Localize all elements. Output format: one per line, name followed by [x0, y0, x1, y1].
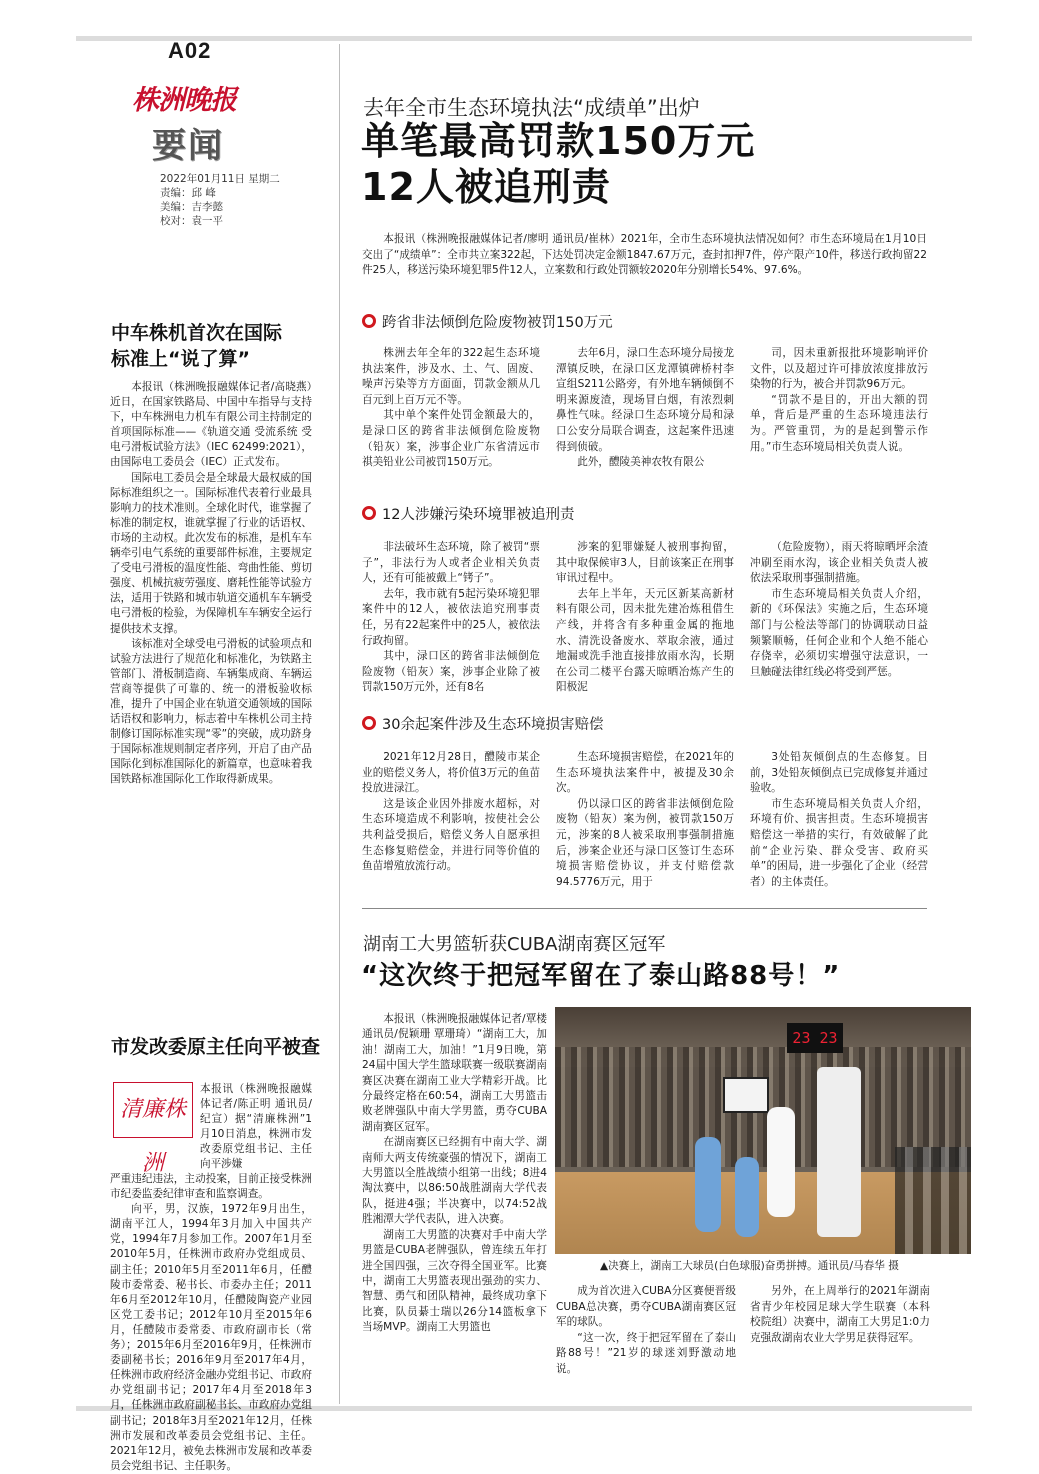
- qinglian-zhuzhou-seal: 清廉株洲: [113, 1082, 193, 1138]
- paragraph: 涉案的犯罪嫌疑人被刑事拘留，其中取保候审3人，目前该案正在刑事审讯过程中。: [556, 541, 734, 585]
- basketball-photo: [555, 1007, 971, 1254]
- sports-col-1: [362, 1012, 547, 1398]
- player-white: [767, 1107, 795, 1217]
- basketball-hoop-icon: [723, 1077, 769, 1113]
- left-story1-body: [110, 380, 312, 876]
- paragraph: 另外，在上周举行的2021年湖南省青少年校园足球大学生联赛（本科校院组）决赛中，湖南工大男足1:0力克强敌湖南农业大学男足获得冠军。: [750, 1285, 930, 1344]
- paragraph: 市生态环境局相关负责人介绍，环境有价、损害担责。生态环境损害赔偿这一举措的实行，有效破解了此前“企业污染、群众受害、政府买单”的困局，进一步强化了企业（经营者）的主体责任。: [750, 797, 928, 888]
- paragraph: “罚款不是目的，开出大额的罚单，背后是严重的生态环境违法行为。严管重罚，为的是起到警示作用。”市生态环境局相关负责人说。: [750, 393, 928, 453]
- left-story2-title: 市发改委原主任向平被查: [111, 1036, 321, 1058]
- main-kicker: 去年全市生态环境执法“成绩单”出炉: [363, 96, 700, 120]
- player-blue: [735, 1157, 759, 1237]
- paragraph: 该标准对全球受电弓滑板的试验项点和试验方法进行了规范化和标准化，为铁路主管部门、滑板制造商、车辆集成商、车辆运营商等提供了可靠的、统一的滑板验收标准，提升了中国企业在轨道交通领域的国际话语权和影响力，标志着中车株机公司主持制修订国际标准实现“零”的突破，成功跻身于国际标准规则制定者序列，开启了由产品国际化到标准国际化的新篇章，也意味着我国铁路标准国际化工作取得新成果。: [110, 637, 312, 786]
- main-headline: [361, 118, 755, 210]
- paragraph: 本报讯（株洲晚报融媒体记者/高晓燕）近日，在国家铁路局、中国中车指导与支持下，中车株洲电力机车有限公司主持制定的首项国际标准——《轨道交通 受流系统 受电弓滑板试验方法》（IEC 62499:2021），由国际电工委员会（IEC）正式发布。: [110, 381, 312, 469]
- paragraph: 其中，渌口区的跨省非法倾倒危险废物（铅灰）案，涉事企业除了被罚款150万元外，还有8名: [362, 650, 540, 694]
- meta-designer: 美编：吉李懿: [160, 201, 223, 213]
- paragraph: 成为首次进入CUBA分区赛便晋级CUBA总决赛，勇夺CUBA湖南赛区冠军的球队。: [556, 1285, 736, 1329]
- sports-col-3: [750, 1284, 930, 1400]
- paragraph: 仍以渌口区的跨省非法倾倒危险废物（铅灰）案为例，被罚款150万元，涉案的8人被采取刑事强制措施后，涉案企业还与渌口区签订生态环境损害赔偿协议，并支付赔偿款94.5776万元，用于: [556, 797, 734, 888]
- headline-line-1: 单笔最高罚款150万元: [361, 119, 756, 163]
- paragraph: “这一次，终于把冠军留在了泰山路88号！”21岁的球迷刘野激动地说。: [556, 1331, 736, 1375]
- subhead-1-text: 跨省非法倾倒危险废物被罚150万元: [382, 314, 613, 331]
- photo-caption: ▲决赛上，湖南工大球员(白色球服)奋勇拼搏。通讯员/马春华 摄: [600, 1260, 899, 1272]
- sports-col-2: [556, 1284, 736, 1400]
- column-divider: [339, 44, 340, 1404]
- s1-col-3: [750, 346, 928, 486]
- paragraph: 生态环境损害赔偿，在2021年的生态环境执法案件中，被提及30余次。: [556, 751, 734, 795]
- bullet-circle-icon: [362, 314, 376, 328]
- paragraph: 2021年12月28日，醴陵市某企业的赔偿义务人，将价值3万元的鱼苗投放进渌江。: [362, 751, 540, 795]
- paragraph: 这是该企业因外排废水超标，对生态环境造成不利影响，按使社会公共利益受损后，赔偿义务人自愿承担生态修复赔偿金，并进行同等价值的鱼苗增殖放流行动。: [362, 797, 540, 873]
- sports-headline: “这次终于把冠军留在了泰山路88号！”: [361, 961, 841, 991]
- title-line: 中车株机首次在国际: [111, 322, 283, 344]
- paragraph: 其中单个案件处罚金额最大的，是渌口区的跨省非法倾倒危险废物（铅灰）案，涉事企业广东省清远市祺美铅业公司被罚150万元。: [362, 409, 540, 469]
- player-blue: [695, 1137, 721, 1232]
- paragraph: 此外，醴陵美神农牧有限公: [577, 456, 705, 469]
- paragraph: 株洲去年全年的322起生态环境执法案件，涉及水、土、气、固废、噪声污染等方方面面，罚款金额从几百元到上百万元不等。: [362, 347, 540, 406]
- paragraph: 去年，我市就有5起污染环境犯罪案件中的12人，被依法追究刑事责任，另有22起案件中的25人，被依法行政拘留。: [362, 587, 540, 647]
- bullet-circle-icon: [362, 716, 376, 730]
- left-story1-title: [111, 320, 282, 372]
- newspaper-logo: 株洲晚报: [132, 85, 236, 116]
- page-meta: [160, 172, 280, 228]
- left-story2-body: [110, 1172, 312, 1472]
- meta-date: 2022年01月11日 星期二: [160, 173, 280, 185]
- subhead-2-text: 12人涉嫌污染环境罪被追刑责: [382, 506, 575, 523]
- main-lead: 本报讯（株洲晚报融媒体记者/廖明 通讯员/崔林）2021年，全市生态环境执法情况如何？市生态环境局在1月10日交出了“成绩单”：全市共立案322起，下达处罚决定金额1847.67万元，查封扣押7件，停产限产10件，移送行政拘留22件25人，移送污染环境犯罪5件12人，立案数和行政处罚额较2020年分别增长54%、97.6%。: [362, 233, 927, 277]
- s1-col-1: [362, 346, 540, 486]
- section-divider: [362, 908, 927, 909]
- paragraph: 3处铅灰倾倒点的生态修复。目前，3处铅灰倾倒点已完成修复并通过验收。: [750, 751, 928, 795]
- s2-col-3: [750, 540, 928, 696]
- headline-line-2: 12人被追刑责: [361, 165, 611, 209]
- paragraph: 本报讯（株洲晚报融媒体记者/覃楼 通讯员/倪颖珊 覃珊琦）“湖南工大，加油！湖南工大，加油！”1月9日晚，第24届中国大学生篮球联赛一级联赛湖南赛区决赛在湖南工业大学精彩开战。比分最终定格在60:54，湖南工大男篮击败老牌强队中南大学男篮，勇夺CUBA湖南赛区冠军。: [362, 1013, 547, 1133]
- paragraph: 向平，男，汉族，1972年9月出生，湖南平江人，1994年3月加入中国共产党，1994年7月参加工作。2007年1月至2010年5月，任株洲市政府办党组成员、副主任；2010年5月至2011年6月，任醴陵市委常委、秘书长、市委办主任；2011年6月至2012年10月，任醴陵陶瓷产业园区党工委书记；2012年10月至2015年6月，任醴陵市委常委、市政府副市长（常务）；2015年6月至2016年9月，任株洲市委副秘书长；2016年9月至2017年4月，任株洲市政府经济金融办党组书记、市政府办党组副书记；2017年4月至2018年3月，任株洲市政府副秘书长、市政府办党组副书记；2018年3月至2021年12月，任株洲市发展和改革委员会党组书记、主任。2021年12月，被免去株洲市发展和改革委员会党组书记、主任职务。: [110, 1203, 312, 1472]
- s3-col-3: [750, 750, 928, 890]
- subhead-1: [362, 310, 613, 332]
- left-story2-body-narrow: [200, 1082, 312, 1170]
- scoreboard: 23 23: [787, 1023, 843, 1053]
- spectators: [895, 1147, 971, 1254]
- sports-kicker: 湖南工大男篮斩获CUBA湖南赛区冠军: [363, 934, 666, 955]
- meta-proofreader: 校对：袁一平: [160, 215, 223, 227]
- paragraph: （危险废物），雨天将晾晒坪余渣冲刷至雨水沟，该企业相关负责人被依法采取刑事强制措施。: [750, 541, 928, 585]
- paragraph: 在湖南赛区已经拥有中南大学、湖南师大两支传统豪强的情况下，湖南工大男篮以全胜战绩小组第一出线；8进4淘汰赛中，以86:50战胜湖南大学代表队，挺进4强；半决赛中，以74:52战胜湘潭大学代表队，进入决赛。: [362, 1136, 547, 1226]
- paragraph: 湖南工大男篮的决赛对手中南大学男篮是CUBA老牌强队，曾连续五年打进全国四强，三次夺得全国亚军。比赛中，湖南工大男篮表现出强劲的实力、智慧、勇气和团队精神，最终成功拿下比赛，队员綦士瑞以26分14篮板拿下当场MVP。湖南工大男篮也: [362, 1228, 547, 1334]
- section-title: 要闻: [152, 126, 224, 166]
- title-line: 标准上“说了算”: [111, 348, 250, 370]
- s2-col-2: [556, 540, 734, 696]
- subhead-3-text: 30余起案件涉及生态环境损害赔偿: [382, 716, 604, 733]
- subhead-2: [362, 502, 574, 524]
- s1-col-2: [556, 346, 734, 486]
- subhead-3: [362, 712, 603, 734]
- paragraph: 去年6月，渌口生态环境分局接龙潭镇反映，在渌口区龙潭镇碑桥村李宣组S211公路旁，有外地车辆倾倒不明来源废渣，现场冒白烟，有浓烈刺鼻性气味。经渌口生态环境分局和渌口公安分局联合调查，这起案件迅速得到侦破。: [556, 347, 734, 453]
- paragraph: 国际电工委员会是全球最大最权威的国际标准组织之一。国际标准代表着行业最具影响力的技术准则。全球化时代，谁掌握了标准的制定权，谁就掌握了行业的话语权、市场的主动权。此次发布的标准，是机车车辆牵引电气系统的重要部件标准，主要规定了受电弓滑板的温度性能、弯曲性能、剪切强度、机械抗疲劳强度、磨耗性能等试验方法，适用于铁路和城市轨道交通机车车辆受电弓滑板的检验，为保障机车车辆安全运行提供技术支撑。: [110, 471, 312, 635]
- paragraph: 司，因未重新报批环境影响评价文件，以及超过许可排放浓度排放污染物的行为，被合并罚款96万元。: [750, 347, 928, 391]
- meta-editor: 责编：邱 峰: [160, 187, 216, 199]
- hoop-stand: [817, 1067, 861, 1237]
- s3-col-1: [362, 750, 540, 890]
- s2-col-1: [362, 540, 540, 696]
- paragraph: 本报讯（株洲晚报融媒体记者/陈正明 通讯员/纪宣）据“清廉株洲”1月10日消息，株洲市发改委原党组书记、主任向平涉嫌: [200, 1083, 312, 1171]
- paragraph: 去年上半年，天元区新某高新材料有限公司，因未批先建冶炼租借生产线，并将含有多种重金属的拖地水、清洗设备废水、萃取余液，通过地漏或洗手池直接排放雨水沟，长期在公司二楼平台露天晾晒冶炼产生的阳极泥: [556, 587, 734, 694]
- page-number: A02: [168, 38, 212, 63]
- paragraph: 严重违纪违法，主动投案，目前正接受株洲市纪委监委纪律审查和监察调查。: [110, 1173, 312, 1201]
- bullet-circle-icon: [362, 506, 376, 520]
- s3-col-2: [556, 750, 734, 890]
- paragraph: 非法破坏生态环境，除了被罚“票子”，非法行为人或者企业相关负责人，还有可能被戴上“铐子”。: [362, 541, 540, 585]
- paragraph: 市生态环境局相关负责人介绍，新的《环保法》实施之后，生态环境部门与公检法等部门的协调联动日益频繁顺畅，任何企业和个人绝不能心存侥幸，必须切实增强守法意识，一旦触碰法律红线必将受到严惩。: [750, 587, 928, 678]
